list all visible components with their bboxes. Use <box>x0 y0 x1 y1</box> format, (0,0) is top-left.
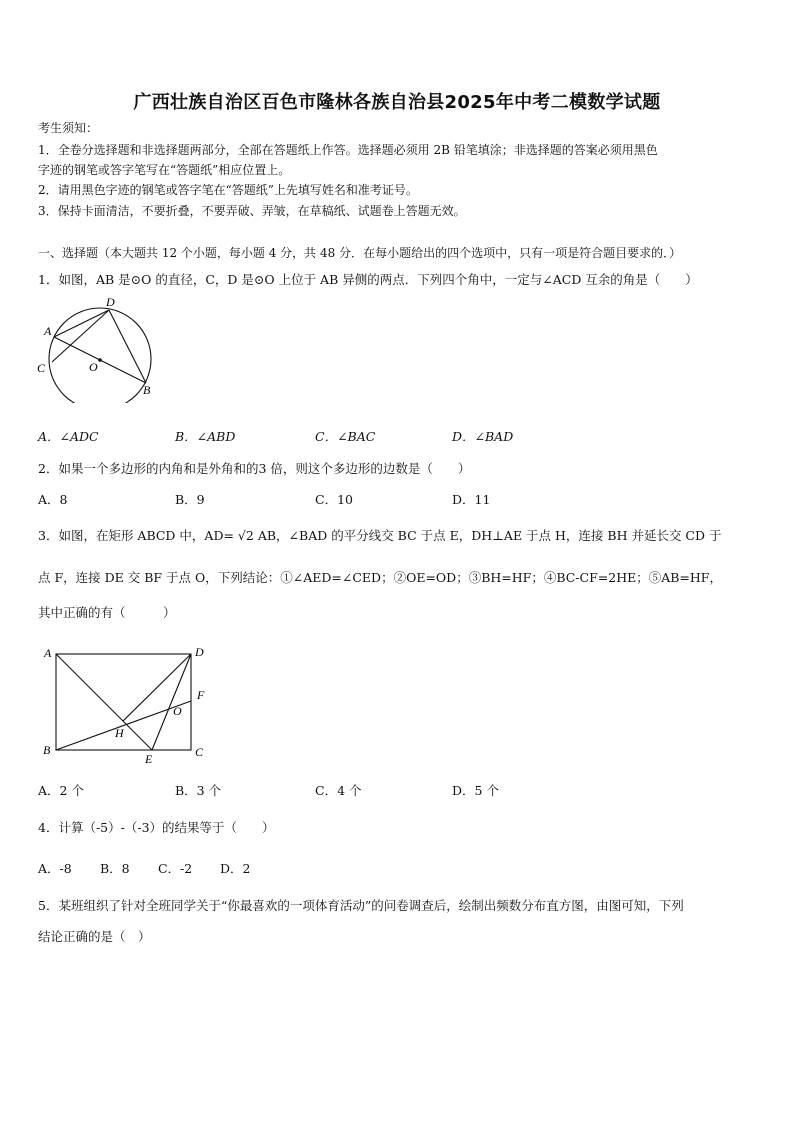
notice-item-2: 2．请用黑色字迹的钢笔或答字笔在“答题纸”上先填写姓名和准考证号。 <box>38 183 418 197</box>
segment-ae <box>56 654 152 750</box>
q1-option-c[interactable]: C．∠BAC <box>315 429 376 444</box>
q3-stem-line3: 其中正确的有（ ） <box>38 605 176 620</box>
q4-stem: 4．计算（-5）-（-3）的结果等于（ ） <box>38 820 275 835</box>
q1-option-a[interactable]: A．∠ADC <box>38 429 99 444</box>
label-a: A <box>44 324 52 338</box>
label-o: O <box>173 704 182 718</box>
label-b: B <box>43 743 51 757</box>
q2-option-a[interactable]: A．8 <box>38 492 68 507</box>
segment-db <box>109 310 146 383</box>
q4-option-c[interactable]: C．-2 <box>158 861 193 876</box>
center-point <box>98 358 102 362</box>
label-e: E <box>145 752 153 766</box>
notice-heading: 考生须知： <box>38 121 99 135</box>
segment-cd <box>52 310 109 362</box>
q3-stem-line2: 点 F，连接 DE 交 BF 于点 O，下列结论：①∠AED=∠CED；②OE=OD；③BH=HF；④BC-CF=2HE；⑤AB=HF， <box>38 570 722 585</box>
q1-option-b[interactable]: B．∠ABD <box>175 429 236 444</box>
label-a: A <box>44 646 52 660</box>
circle-o <box>49 308 151 403</box>
q4-option-d[interactable]: D．2 <box>220 861 251 876</box>
q2-option-c[interactable]: C．10 <box>315 492 353 507</box>
q1-stem: 1．如图，AB 是⊙O 的直径，C，D 是⊙O 上位于 AB 异侧的两点．下列四个角中，一定与∠ACD 互余的角是（ ） <box>38 272 698 287</box>
q5-stem-line1: 5．某班组织了针对全班同学关于“你最喜欢的一项体育活动”的问卷调查后，绘制出频数分布直方图，由图可知，下列 <box>38 898 684 913</box>
q3-option-b[interactable]: B．3 个 <box>175 783 222 798</box>
label-d: D <box>195 645 204 659</box>
label-d: D <box>106 295 115 309</box>
label-b: B <box>143 383 151 397</box>
page-title: 广西壮族自治区百色市隆林各族自治县2025年中考二模数学试题 <box>133 92 661 113</box>
q3-option-a[interactable]: A．2 个 <box>38 783 84 798</box>
label-c: C <box>195 745 204 759</box>
q2-stem: 2．如果一个多边形的内角和是外角和的3 倍，则这个多边形的边数是（ ） <box>38 461 471 476</box>
notice-item-1b: 字迹的钢笔或答字笔写在“答题纸”相应位置上。 <box>38 163 291 177</box>
q3-option-d[interactable]: D．5 个 <box>452 783 499 798</box>
q5-stem-line2: 结论正确的是（ ） <box>38 929 151 944</box>
label-h: H <box>115 726 124 740</box>
q4-option-b[interactable]: B．8 <box>100 861 130 876</box>
q2-option-b[interactable]: B．9 <box>175 492 205 507</box>
notice-item-3: 3．保持卡面清洁，不要折叠，不要弄破、弄皱，在草稿纸、试题卷上答题无效。 <box>38 204 466 218</box>
q3-rectangle-figure <box>36 640 216 770</box>
q3-option-c[interactable]: C．4 个 <box>315 783 362 798</box>
q1-option-d[interactable]: D．∠BAD <box>452 429 514 444</box>
q4-option-a[interactable]: A．-8 <box>38 861 72 876</box>
q2-option-d[interactable]: D．11 <box>452 492 491 507</box>
segment-ad <box>54 310 109 337</box>
label-o: O <box>89 360 98 374</box>
label-c: C <box>37 361 46 375</box>
segment-de <box>152 654 191 750</box>
label-f: F <box>197 688 205 702</box>
notice-item-1a: 1．全卷分选择题和非选择题两部分，全部在答题纸上作答。选择题必须用 2B 铅笔填涂；非选择题的答案必须用黑色 <box>38 143 658 157</box>
q3-stem-line1: 3．如图，在矩形 ABCD 中，AD= √2 AB，∠BAD 的平分线交 BC 于点 E，DH⊥AE 于点 H，连接 BH 并延长交 CD 于 <box>38 528 722 543</box>
q1-circle-figure <box>30 293 165 403</box>
section-heading: 一、选择题（本大题共 12 个小题，每小题 4 分，共 48 分．在每小题给出的四个选项中，只有一项是符合题目要求的．） <box>38 246 682 260</box>
